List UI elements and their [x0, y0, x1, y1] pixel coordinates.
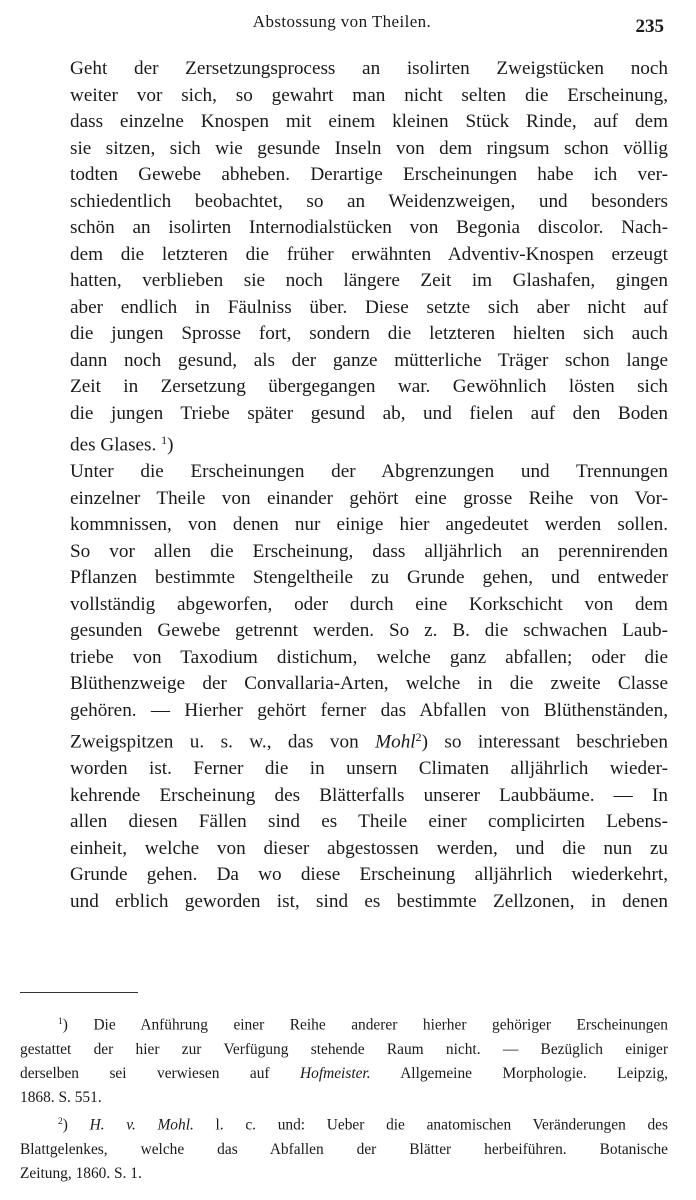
footnote-2 — [20, 1110, 668, 1186]
text-line: Zeit in Zersetzung übergegangen war. Gewöhnlich lösten sich — [70, 376, 668, 397]
text-line: die jungen Triebe später gesund ab, und fielen auf den Boden — [70, 402, 668, 424]
footnote-1 — [20, 1010, 668, 1110]
text-line: triebe von Taxodium distichum, welche ganz abfallen; oder die — [70, 646, 668, 668]
paragraph-1 — [20, 56, 668, 459]
footnote-line — [20, 1010, 668, 1038]
text-line: aber endlich in Fäulniss über. Diese setzte sich aber nicht auf — [70, 296, 668, 318]
text-line: todten Gewebe abheben. Derartige Erscheinungen habe ich ver- — [70, 164, 668, 185]
text-line: allen diesen Fällen sind es Theile einer complicirten Lebens- — [70, 811, 668, 833]
text-line: Unter die Erscheinungen der Abgrenzungen und Trennungen — [70, 461, 668, 483]
text-line: So vor allen die Erscheinung, dass alljährlich an perennirenden — [70, 540, 668, 562]
text-line: dass einzelne Knospen mit einem kleinen Stück Rinde, auf dem — [70, 111, 668, 132]
text-line: hatten, verblieben sie noch längere Zeit im Glashafen, gingen — [70, 270, 668, 291]
page-number: 235 — [635, 16, 664, 37]
text-line: gehören. — Hierher gehört ferner das Abfallen von Blüthenständen, — [70, 699, 668, 721]
text-line: Pflanzen bestimmte Stengeltheile zu Grunde gehen, und entweder — [70, 567, 668, 589]
text-line: worden ist. Ferner die in unsern Climaten alljährlich wieder- — [70, 758, 668, 780]
text-line: Grunde gehen. Da wo diese Erscheinung alljährlich wiederkehrt, — [70, 864, 668, 886]
text-line: dann noch gesund, als der ganze mütterliche Träger schon lange — [70, 349, 668, 371]
footnote-text: ) Die Anführung einer Reihe anderer hierher gehöriger Erscheinungen — [62, 1016, 668, 1034]
text-line: schiedentlich beobachtet, so an Weidenzweigen, und besonders — [70, 190, 668, 212]
author-name: H. v. Mohl. — [89, 1116, 194, 1134]
running-title: Abstossung von Theilen. — [252, 12, 432, 31]
paragraph-2 — [20, 459, 668, 915]
text-line: dem die letzteren die früher erwähnten Adventiv-Knospen erzeugt — [70, 243, 668, 265]
text-line: die jungen Sprosse fort, sondern die letzteren hielten sich auch — [70, 323, 668, 344]
footnotes — [20, 1010, 668, 1187]
text-line — [20, 724, 668, 756]
text-line: und erblich geworden ist, sind es bestimmte Zellzonen, in denen — [70, 890, 668, 912]
text-line — [20, 427, 668, 459]
footnote-text: derselben sei verwiesen auf — [20, 1064, 301, 1082]
footnote-reference: 2 — [415, 730, 422, 745]
footnote-line: gestattet der hier zur Verfügung stehende Raum nicht. — Bezüglich einiger — [20, 1040, 668, 1058]
text-line: einheit, welche von dieser abgestossen werden, und die nun zu — [70, 837, 668, 859]
text-line: gesunden Gewebe getrennt werden. So z. B. die schwachen Laub- — [70, 620, 668, 642]
footnote-line — [20, 1110, 668, 1138]
text-span: des Glases. — [70, 434, 157, 456]
text-line: vollständig abgeworfen, oder durch eine Korkschicht von dem — [70, 593, 668, 615]
footnote-line — [20, 1062, 668, 1086]
text-line: kommnissen, von denen nur einige hier angedeutet werden sollen. — [70, 514, 668, 536]
text-line: Geht der Zersetzungsprocess an isolirten Zweigstücken noch — [70, 58, 668, 79]
footnote-mark: 1 — [58, 1016, 63, 1027]
body-text — [20, 56, 668, 915]
text-span: ) — [167, 434, 174, 456]
footnote-line: Blattgelenkes, welche das Abfallen der Blätter herbeiführen. Botanische — [20, 1140, 668, 1158]
footnote-line: 1868. S. 551. — [20, 1089, 102, 1107]
footnote-line: Zeitung, 1860. S. 1. — [20, 1165, 142, 1183]
text-span: ) so interessant beschrieben — [421, 731, 668, 753]
footnote-mark: 2 — [58, 1116, 63, 1128]
text-line: weiter vor sich, so gewahrt man nicht selten die Erscheinung, — [70, 84, 668, 106]
text-line: Blüthenzweige der Convallaria-Arten, welche in die zweite Classe — [70, 673, 668, 695]
footnote-divider — [20, 992, 138, 993]
running-head — [20, 8, 664, 42]
text-line: kehrende Erscheinung des Blätterfalls unserer Laubbäume. — In — [70, 784, 668, 806]
footnote-text: ) — [62, 1116, 90, 1134]
author-name: Hofmeister. — [300, 1064, 371, 1082]
text-line: sie sitzen, sich wie gesunde Inseln von dem ringsum schon völlig — [70, 137, 668, 159]
author-name: Mohl — [375, 731, 416, 753]
footnote-text: Allgemeine Morphologie. Leipzig, — [370, 1064, 669, 1082]
footnote-reference: 1 — [161, 433, 168, 447]
text-line: schön an isolirten Internodialstücken von Begonia discolor. Nach- — [70, 217, 668, 238]
text-line: einzelner Theile von einander gehört eine grosse Reihe von Vor- — [70, 487, 668, 509]
text-span: Zweigspitzen u. s. w., das von — [70, 731, 376, 753]
footnote-text: l. c. und: Ueber die anatomischen Veränderungen des — [193, 1116, 668, 1134]
